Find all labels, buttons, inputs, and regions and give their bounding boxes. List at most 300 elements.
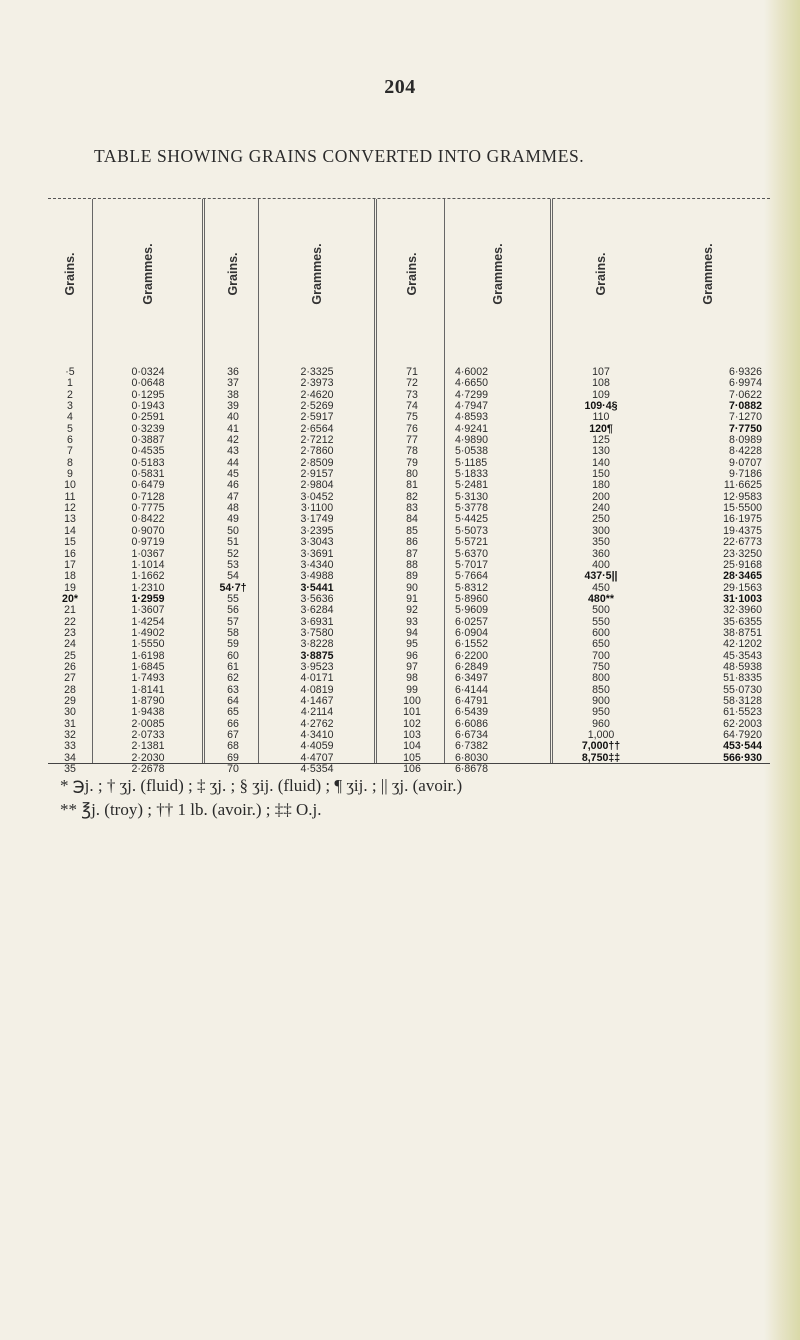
table-cell: 2·1381 [131, 740, 165, 753]
table-cell: 9·0707 [729, 456, 762, 469]
table-cell: 2·8509 [300, 456, 334, 469]
footnote-line-2: ** ℥j. (troy) ; †† 1 lb. (avoir.) ; ‡‡ O.j. [60, 800, 322, 819]
table-cell: 6·1552 [455, 638, 488, 651]
table-cell: 2·7212 [300, 434, 334, 447]
table-cell: 14 [64, 524, 76, 537]
table-cell: 2·5917 [300, 411, 334, 424]
table-cell: 25·9168 [723, 558, 762, 571]
table-cell: 31·1003 [723, 592, 762, 605]
footnotes [60, 774, 462, 822]
table-cell: 700 [592, 649, 610, 662]
table-cell: 1·8790 [131, 694, 165, 707]
table-cell: 180 [592, 479, 610, 492]
table-cell: 4·7947 [455, 400, 488, 413]
footnote-line-1: * ℈j. ; † ʒj. (fluid) ; ‡ ʒj. ; § ʒij. (fluid) ; ¶ ʒij. ; || ʒj. (avoir.) [60, 776, 463, 795]
table-cell: 0·0324 [131, 366, 165, 378]
table-cell: 32·3960 [723, 604, 762, 617]
table-cell: 6 [67, 434, 73, 447]
table-cell: 61 [227, 660, 239, 673]
table-cell: 600 [592, 626, 610, 639]
table-cell: 72 [406, 377, 418, 390]
table-cell: 33 [64, 740, 76, 753]
table-cell: 34 [64, 751, 76, 764]
table-cell: 800 [592, 672, 610, 685]
table-cell: 2·9804 [300, 479, 334, 492]
table-cell: 65 [227, 706, 239, 719]
table-cell: 50 [227, 524, 239, 537]
table-cell: 240 [592, 502, 610, 515]
conversion-table [48, 198, 770, 776]
table-cell: 5·9609 [455, 604, 488, 617]
column-header: Grammes. [701, 243, 715, 305]
table-cell: 0·1295 [131, 388, 165, 401]
table-cell: 9 [67, 468, 73, 481]
table-cell: 28·3465 [723, 570, 762, 583]
table-cell: 9·7186 [729, 468, 762, 481]
table-cell: 450 [592, 581, 610, 594]
table-cell: 4·8593 [455, 411, 488, 424]
table-cell: 52 [227, 547, 239, 560]
table-cell: 3·4988 [300, 570, 334, 583]
table-cell: 20* [62, 592, 78, 605]
table-cell: 6·2849 [455, 660, 488, 673]
table-cell: 1·1662 [131, 570, 165, 583]
table-cell: 2·9157 [300, 468, 334, 481]
table-cell: 15·5500 [723, 502, 762, 515]
table-cell: 4·2762 [300, 717, 334, 730]
table-cell: 650 [592, 638, 610, 651]
table-cell: 56 [227, 604, 239, 617]
table-cell: 88 [406, 558, 418, 571]
table-cell: 150 [592, 468, 610, 481]
table-cell: 2·2030 [131, 751, 165, 764]
table-cell: 2·0733 [131, 729, 165, 741]
table-cell: 66 [227, 717, 239, 730]
table-cell: 38 [227, 388, 239, 401]
table-cell: 16·1975 [723, 513, 762, 526]
table-cell: 4·6002 [455, 366, 488, 378]
table-cell: 437·5|| [584, 570, 618, 583]
table-cell: 2·0085 [131, 717, 165, 730]
table-cell: 6·6086 [455, 717, 488, 730]
table-cell: 110 [592, 411, 610, 424]
table-cell: 37 [227, 377, 239, 390]
table-cell: 250 [592, 513, 610, 526]
table-cell: 31 [64, 717, 76, 730]
table-cell: 64 [227, 694, 239, 707]
table-cell: 1·4254 [131, 615, 165, 628]
table-cell: 62·2003 [723, 717, 762, 730]
table-cell: 35·6355 [723, 615, 762, 628]
table-cell: 1·0367 [131, 547, 165, 560]
table-cell: 3·9523 [300, 660, 334, 673]
table-cell: 79 [406, 456, 418, 469]
table-cell: 58 [227, 626, 239, 639]
table-cell: 2·4620 [300, 388, 334, 401]
table-cell: 6·5439 [455, 706, 488, 719]
table-cell: 8·0989 [729, 434, 762, 447]
table-cell: 4·4707 [300, 751, 334, 764]
table-cell: 42 [227, 434, 239, 447]
table-cell: 104 [403, 740, 421, 753]
table-cell: 5·5073 [455, 524, 488, 537]
table-cell: 130 [592, 445, 610, 458]
table-cell: 5 [67, 422, 73, 435]
table-cell: 64·7920 [723, 729, 762, 741]
table-cell: 17 [64, 558, 76, 571]
table-cell: 47 [227, 490, 239, 503]
table-cell: 350 [592, 536, 610, 549]
table-cell: 1·2310 [131, 581, 165, 594]
table-cell: 71 [406, 366, 418, 378]
table-cell: 96 [406, 649, 418, 662]
table-cell: 0·4535 [131, 445, 165, 458]
table-cell: 6·8030 [455, 751, 488, 764]
table-cell: 40 [227, 411, 239, 424]
table-cell: 32 [64, 729, 76, 741]
table-cell: 566·930 [723, 751, 762, 764]
column-header: Grains. [226, 252, 240, 296]
table-cell: 48·5938 [723, 660, 762, 673]
table-cell: 1·2959 [131, 592, 165, 605]
table-cell: 99 [406, 683, 418, 696]
page-number: 204 [384, 76, 416, 98]
table-cell: 5·7664 [455, 570, 488, 583]
table-cell: 27 [64, 672, 76, 685]
table-cell: 120¶ [589, 422, 613, 435]
table-cell: 76 [406, 422, 418, 435]
table-cell: 4·7299 [455, 388, 488, 401]
table-cell: 28 [64, 683, 76, 696]
table-cell: 54 [227, 570, 239, 583]
table-cell: 2·2678 [131, 763, 165, 776]
table-cell: 3·6931 [300, 615, 334, 628]
table-cell: 86 [406, 536, 418, 549]
table-cell: 15 [64, 536, 76, 549]
column-header: Grammes. [491, 243, 505, 305]
table-cell: 38·8751 [723, 626, 762, 639]
table-cell: 13 [64, 513, 76, 526]
table-cell: 109·4§ [584, 400, 618, 413]
table-cell: 0·3887 [131, 434, 165, 447]
table-cell: 23 [64, 626, 76, 639]
table-cell: 19 [64, 581, 76, 594]
table-cell: 54·7† [219, 581, 247, 594]
table-cell: 1 [67, 377, 73, 390]
table-cell: 850 [592, 683, 610, 696]
table-cell: 4·3410 [300, 729, 334, 741]
table-cell: 5·6370 [455, 547, 488, 560]
table-cell: 82 [406, 490, 418, 503]
table-cell: 45·3543 [723, 649, 762, 662]
table-cell: 39 [227, 400, 239, 413]
table-cell: 84 [406, 513, 418, 526]
table-cell: 3·3691 [300, 547, 334, 560]
table-cell: 12·9583 [723, 490, 762, 503]
column-grains-2 [202, 199, 261, 776]
table-cell: 59 [227, 638, 239, 651]
column-header: Grammes. [141, 243, 155, 305]
table-cell: ·5 [65, 366, 75, 378]
table-cell: 91 [406, 592, 418, 605]
table-cell: 98 [406, 672, 418, 685]
table-cell: 3·2395 [300, 524, 334, 537]
column-grammes-1 [92, 199, 203, 776]
table-cell: 4·6650 [455, 377, 488, 390]
table-cell: 90 [406, 581, 418, 594]
table-cell: 3·3043 [300, 536, 334, 549]
table-cell: 46 [227, 479, 239, 492]
table-cell: 30 [64, 706, 76, 719]
table-cell: 49 [227, 513, 239, 526]
table-cell: 125 [592, 434, 610, 447]
table-cell: 6·9326 [729, 366, 762, 378]
table-cell: 69 [227, 751, 239, 764]
table-cell: 89 [406, 570, 418, 583]
column-grammes-3 [444, 199, 551, 776]
table-cell: 62 [227, 672, 239, 685]
table-cell: 2 [67, 388, 73, 401]
table-cell: 3·0452 [300, 490, 334, 503]
table-cell: 36 [227, 366, 239, 378]
table-cell: 0·5183 [131, 456, 165, 469]
column-header: Grains. [405, 252, 419, 296]
table-cell: 60 [227, 649, 239, 662]
table-cell: 3·1100 [300, 502, 334, 515]
table-cell: 29 [64, 694, 76, 707]
table-cell: 35 [64, 763, 76, 776]
table-cell: 6·0904 [455, 626, 488, 639]
table-cell: 6·2200 [455, 649, 488, 662]
table-cell: 2·5269 [300, 400, 334, 413]
table-cell: 3·4340 [300, 558, 334, 571]
table-cell: 4·9241 [455, 422, 488, 435]
table-cell: 0·3239 [131, 422, 165, 435]
table-cell: 92 [406, 604, 418, 617]
table-cell: 1·1014 [131, 558, 165, 571]
table-cell: 1·5550 [131, 638, 165, 651]
table-cell: 4·4059 [300, 740, 334, 753]
table-cell: 360 [592, 547, 610, 560]
table-cell: 4·5354 [300, 763, 334, 776]
table-cell: 6·8678 [455, 763, 488, 776]
table-cell: 8 [67, 456, 73, 469]
column-grains-4 [550, 199, 649, 763]
column-header: Grains. [594, 252, 608, 296]
table-cell: 103 [403, 729, 421, 741]
table-cell: 73 [406, 388, 418, 401]
table-cell: 2·6564 [300, 422, 334, 435]
table-cell: 0·7128 [131, 490, 165, 503]
table-cell: 81 [406, 479, 418, 492]
table-cell: 101 [403, 706, 421, 719]
table-cell: 24 [64, 638, 76, 651]
table-cell: 6·6734 [455, 729, 488, 741]
table-cell: 300 [592, 524, 610, 537]
table-cell: 5·1185 [455, 456, 488, 469]
table-cell: 70 [227, 763, 239, 776]
table-cell: 63 [227, 683, 239, 696]
table-cell: 106 [403, 763, 421, 776]
table-cell: 100 [403, 694, 421, 707]
table-cell: 5·0538 [455, 445, 488, 458]
table-cell: 51·8335 [723, 672, 762, 685]
table-cell: 95 [406, 638, 418, 651]
table-cell: 5·8960 [455, 592, 488, 605]
table-cell: 500 [592, 604, 610, 617]
table-cell: 93 [406, 615, 418, 628]
table-title: TABLE SHOWING GRAINS CONVERTED INTO GRAMMES. [94, 146, 585, 166]
table-cell: 6·3497 [455, 672, 488, 685]
table-cell: 3·7580 [300, 626, 334, 639]
table-cell: 4·2114 [300, 706, 334, 719]
table-cell: 21 [64, 604, 76, 617]
table-cell: 5·3778 [455, 502, 488, 515]
column-grammes-4 [646, 199, 770, 763]
table-cell: 1·4902 [131, 626, 165, 639]
table-cell: 43 [227, 445, 239, 458]
table-cell: 6·0257 [455, 615, 488, 628]
table-cell: 19·4375 [723, 524, 762, 537]
table-cell: 4·0171 [300, 672, 334, 685]
table-cell: 42·1202 [723, 638, 762, 651]
table-cell: 900 [592, 694, 610, 707]
table-cell: 3·5636 [300, 592, 334, 605]
column-grammes-2 [258, 199, 375, 776]
table-cell: 94 [406, 626, 418, 639]
table-cell: 18 [64, 570, 76, 583]
table-cell: 0·6479 [131, 479, 165, 492]
table-cell: 1·7493 [131, 672, 165, 685]
table-cell: 11·6625 [723, 479, 762, 492]
table-cell: 0·9070 [131, 524, 165, 537]
table-cell: 7 [67, 445, 73, 458]
table-cell: 22·6773 [723, 536, 762, 549]
table-cell: 5·5721 [455, 536, 488, 549]
table-cell: 0·8422 [131, 513, 165, 526]
table-cell: 3·8228 [300, 638, 334, 651]
column-grains-1 [48, 199, 92, 776]
table-cell: 45 [227, 468, 239, 481]
table-cell: 87 [406, 547, 418, 560]
table-cell: 480** [588, 592, 614, 605]
table-cell: 453·544 [723, 740, 762, 753]
table-cell: 400 [592, 558, 610, 571]
table-cell: 960 [592, 717, 610, 730]
table-cell: 55·0730 [723, 683, 762, 696]
table-cell: 8·4228 [729, 445, 762, 458]
table-cell: 1·8141 [131, 683, 165, 696]
table-cell: 29·1563 [723, 581, 762, 594]
table-cell: 7·0622 [729, 388, 762, 401]
table-cell: 41 [227, 422, 239, 435]
table-cell: 44 [227, 456, 239, 469]
table-cell: 750 [592, 660, 610, 673]
table-cell: 77 [406, 434, 418, 447]
table-cell: 5·4425 [455, 513, 488, 526]
table-cell: 5·2481 [455, 479, 488, 492]
table-cell: 1·9438 [131, 706, 165, 719]
table-cell: 5·7017 [455, 558, 488, 571]
table-cell: 3·1749 [300, 513, 334, 526]
table-cell: 3·6284 [300, 604, 334, 617]
table-cell: 68 [227, 740, 239, 753]
table-cell: 5·8312 [455, 581, 488, 594]
table-cell: 4·1467 [300, 694, 334, 707]
table-cell: 4 [67, 411, 73, 424]
table-cell: 58·3128 [723, 694, 762, 707]
table-cell: 0·5831 [131, 468, 165, 481]
table-cell: 67 [227, 729, 239, 741]
table-cell: 8,750‡‡ [581, 751, 621, 764]
table-cell: 1,000 [587, 729, 615, 741]
table-cell: 6·4144 [455, 683, 488, 696]
table-cell: 108 [592, 377, 610, 390]
table-cell: 1·6845 [131, 660, 165, 673]
table-cell: 57 [227, 615, 239, 628]
table-cell: 109 [592, 388, 610, 401]
table-cell: 2·3325 [300, 366, 334, 378]
table-cell: 3·8875 [300, 649, 334, 662]
table-cell: 55 [227, 592, 239, 605]
table-cell: 16 [64, 547, 76, 560]
table-cell: 0·7775 [131, 502, 165, 515]
table-cell: 12 [64, 502, 76, 515]
table-cell: 6·7382 [455, 740, 488, 753]
table-cell: 53 [227, 558, 239, 571]
column-header: Grains. [63, 252, 77, 296]
table-cell: 75 [406, 411, 418, 424]
table-cell: 25 [64, 649, 76, 662]
table-cell: 0·2591 [131, 411, 165, 424]
table-cell: 2·7860 [300, 445, 334, 458]
table-cell: 0·0648 [131, 377, 165, 390]
table-cell: 48 [227, 502, 239, 515]
table-cell: 7·7750 [729, 422, 762, 435]
table-cell: 6·4791 [455, 694, 488, 707]
table-cell: 3 [67, 400, 73, 413]
table-cell: 80 [406, 468, 418, 481]
table-cell: 22 [64, 615, 76, 628]
table-cell: 97 [406, 660, 418, 673]
table-cell: 0·1943 [131, 400, 165, 413]
table-cell: 51 [227, 536, 239, 549]
table-cell: 140 [592, 456, 610, 469]
table-cell: 26 [64, 660, 76, 673]
table-cell: 61·5523 [723, 706, 762, 719]
table-cell: 11 [64, 490, 76, 503]
table-cell: 7·0882 [729, 400, 762, 413]
table-cell: 550 [592, 615, 610, 628]
table-cell: 7,000†† [581, 740, 621, 753]
table-cell: 74 [406, 400, 418, 413]
column-grains-3 [374, 199, 447, 776]
table-cell: 5·3130 [455, 490, 488, 503]
table-cell: 5·1833 [455, 468, 488, 481]
table-cell: 1·3607 [131, 604, 165, 617]
table-cell: 78 [406, 445, 418, 458]
table-cell: 1·6198 [131, 649, 165, 662]
table-cell: 7·1270 [729, 411, 762, 424]
table-cell: 950 [592, 706, 610, 719]
table-cell: 23·3250 [723, 547, 762, 560]
table-cell: 85 [406, 524, 418, 537]
table-cell: 105 [403, 751, 421, 764]
table-cell: 10 [64, 479, 76, 492]
table-cell: 83 [406, 502, 418, 515]
table-cell: 3·5441 [300, 581, 334, 594]
table-cell: 4·9890 [455, 434, 488, 447]
